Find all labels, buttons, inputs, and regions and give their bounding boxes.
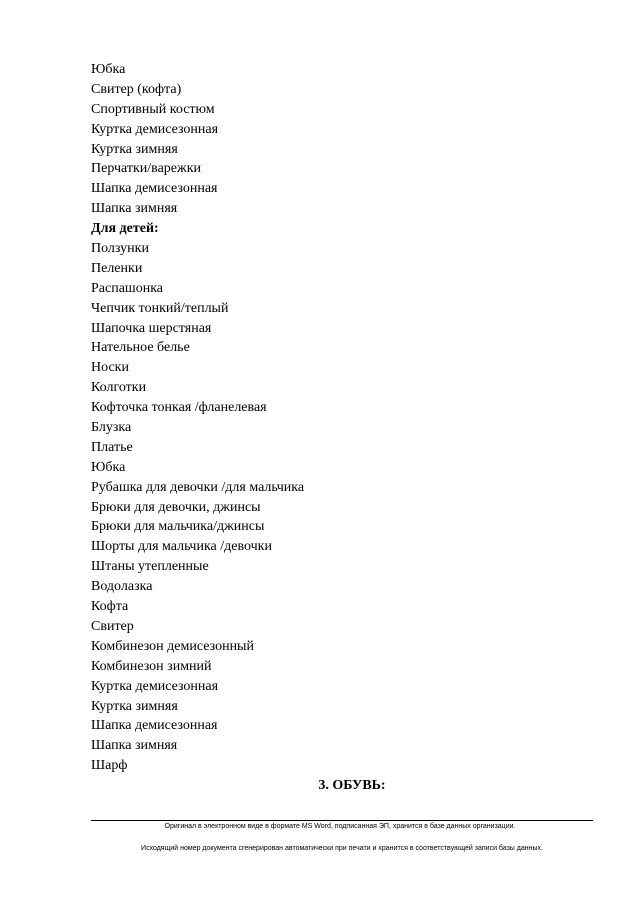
list-item: Шарф <box>91 758 128 774</box>
list-item: Водолазка <box>91 579 153 595</box>
list-item: Спортивный костюм <box>91 101 215 117</box>
list-item: Носки <box>91 360 129 376</box>
list-item: Распашонка <box>91 280 163 296</box>
list-item: Штаны утепленные <box>91 559 209 575</box>
list-item: Кофта <box>91 599 129 615</box>
list-item: Ползунки <box>91 241 149 257</box>
list-item: Брюки для мальчика/джинсы <box>91 519 265 535</box>
list-item: Комбинезон демисезонный <box>91 638 254 654</box>
list-item: Колготки <box>91 380 147 396</box>
list-item: Куртка демисезонная <box>91 678 219 694</box>
clothing-item-list <box>91 60 304 776</box>
list-item: Платье <box>91 439 133 455</box>
section-heading-footwear: 3. ОБУВЬ: <box>318 778 386 793</box>
list-item: Куртка демисезонная <box>91 121 219 137</box>
footer-note-original: Оригинал в электронном виде в формате MS Word, подписанная ЭП, хранится в базе данных организации. <box>164 823 516 830</box>
list-item: Шапка демисезонная <box>91 181 218 197</box>
list-item: Брюки для девочки, джинсы <box>91 499 261 515</box>
footer-divider <box>91 820 593 821</box>
list-item: Юбка <box>91 62 126 77</box>
list-item: Нательное белье <box>91 340 190 356</box>
subsection-heading: Для детей: <box>91 221 159 237</box>
list-item: Шапка демисезонная <box>91 718 218 734</box>
list-item: Перчатки/варежки <box>91 161 201 177</box>
list-item: Куртка зимняя <box>91 698 178 714</box>
list-item: Шапочка шерстяная <box>91 320 212 336</box>
list-item: Кофточка тонкая /фланелевая <box>91 400 267 416</box>
list-item: Пеленки <box>91 260 143 276</box>
list-item: Комбинезон зимний <box>91 658 212 674</box>
list-item: Шапка зимняя <box>91 201 178 217</box>
footer-note-outgoing-number: Исходящий номер документа сгенерирован автоматически при печати и хранится в соответствующей записи базы данных. <box>141 845 543 852</box>
list-item: Рубашка для девочки /для мальчика <box>91 479 305 495</box>
list-item: Шапка зимняя <box>91 738 178 754</box>
list-item: Юбка <box>91 459 126 475</box>
list-item: Куртка зимняя <box>91 141 178 157</box>
list-item: Свитер <box>91 618 134 634</box>
list-item: Свитер (кофта) <box>91 81 182 97</box>
list-item: Шорты для мальчика /девочки <box>91 539 272 555</box>
list-item: Блузка <box>91 420 132 436</box>
list-item: Чепчик тонкий/теплый <box>91 300 229 316</box>
